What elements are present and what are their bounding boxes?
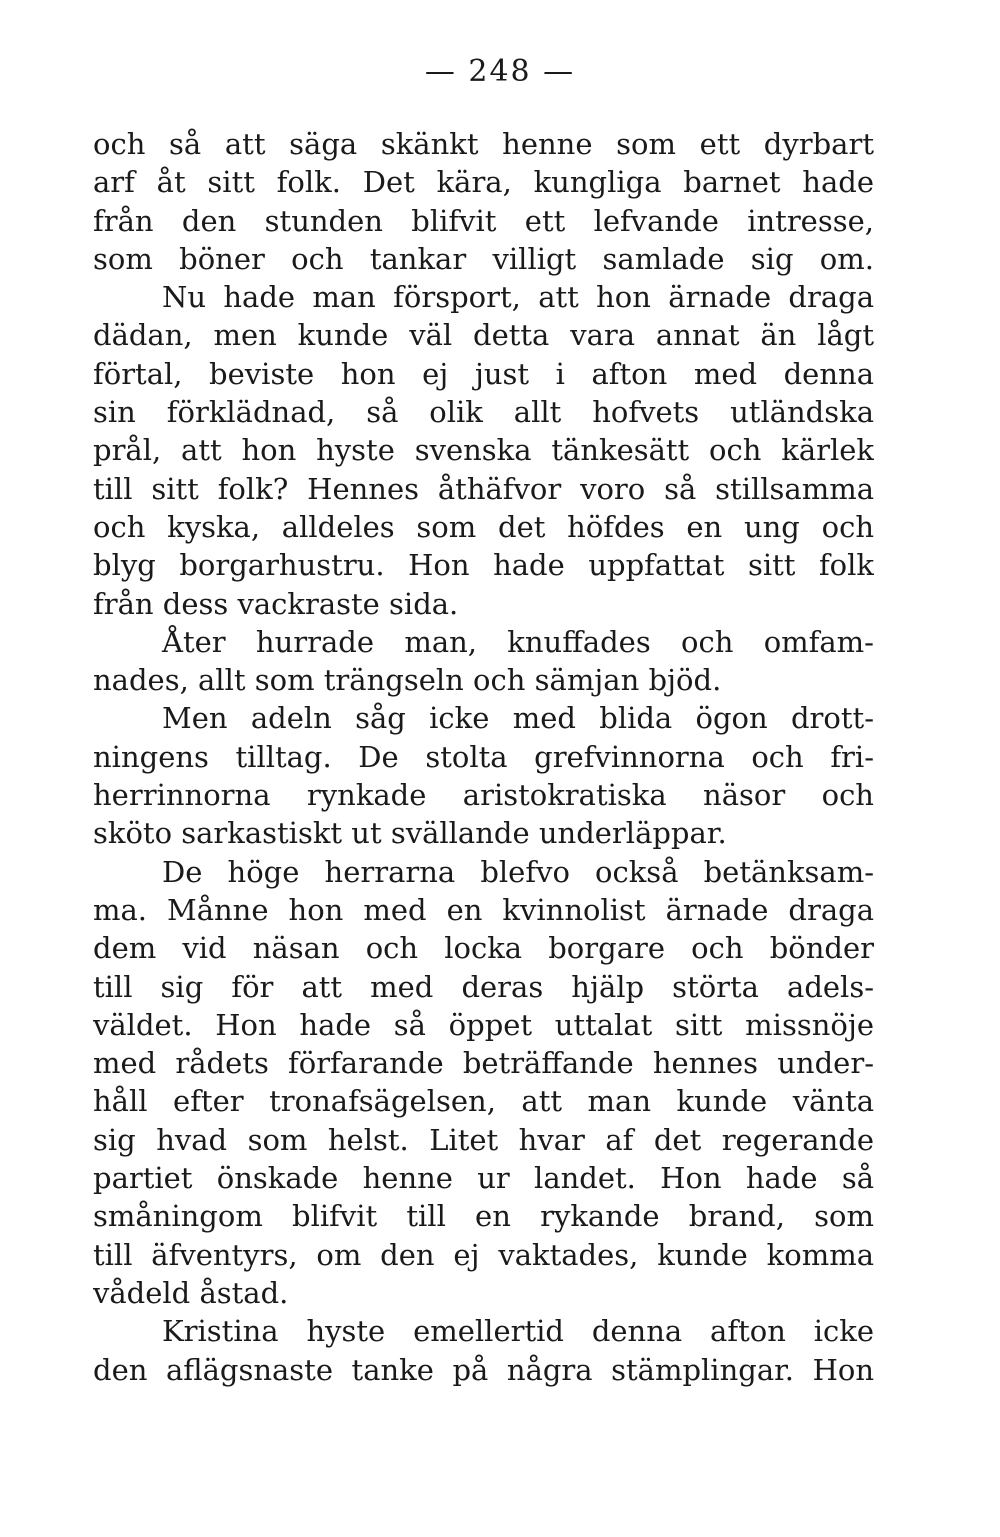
text-line: arf åt sitt folk. Det kära, kungliga barnet hade [93, 165, 874, 200]
text-line: småningom blifvit till en rykande brand, som [93, 1199, 874, 1234]
text-line: sin förklädnad, så olik allt hofvets utländska [93, 395, 874, 430]
text-line: Men adeln såg icke med blida ögon drott- [162, 701, 874, 736]
page-number: — 248 — [424, 54, 576, 89]
text-line: till sitt folk? Hennes åthäfvor voro så stillsamma [93, 471, 874, 506]
text-line: till sig för att med deras hjälp störta adels- [93, 969, 874, 1004]
text-line: sig hvad som helst. Litet hvar af det regerande [93, 1122, 874, 1157]
text-line: och kyska, alldeles som det höfdes en ung och [93, 509, 874, 544]
text-line: från den stunden blifvit ett lefvande intresse, [93, 203, 874, 238]
text-line: prål, att hon hyste svenska tänkesätt och kärlek [93, 433, 874, 468]
text-line: ma. Månne hon med en kvinnolist ärnade draga [93, 892, 874, 927]
text-line: vådeld åstad. [93, 1275, 289, 1310]
text-line: som böner och tankar villigt samlade sig om. [93, 241, 874, 276]
text-line: till äfventyrs, om den ej vaktades, kunde komma [93, 1237, 874, 1272]
text-line: Kristina hyste emellertid denna afton icke [162, 1314, 874, 1349]
text-line: De höge herrarna blefvo också betänksam- [162, 854, 874, 889]
text-line: och så att säga skänkt henne som ett dyrbart [93, 127, 874, 161]
text-line: väldet. Hon hade så öppet uttalat sitt missnöje [93, 1007, 874, 1042]
text-line: Åter hurrade man, knuffades och omfam- [162, 624, 874, 659]
text-line: från dess vackraste sida. [93, 586, 459, 621]
text-line: nades, allt som trängseln och sämjan bjöd. [93, 663, 722, 698]
text-line: förtal, beviste hon ej just i afton med denna [93, 356, 874, 391]
text-line: dem vid näsan och locka borgare och bönder [93, 931, 874, 966]
text-line: med rådets förfarande beträffande hennes under- [93, 1046, 874, 1081]
text-line: partiet önskade henne ur landet. Hon hade så [93, 1161, 874, 1196]
text-line: Nu hade man försport, att hon ärnade draga [162, 280, 874, 315]
text-line: sköto sarkastiskt ut svällande underläppar. [93, 816, 727, 851]
text-line: herrinnorna rynkade aristokratiska näsor och [93, 778, 874, 813]
body-text [93, 125, 874, 1389]
text-line: dädan, men kunde väl detta vara annat än lågt [93, 318, 874, 353]
text-line: den aflägsnaste tanke på några stämplingar. Hon [93, 1352, 874, 1387]
text-line: blyg borgarhustru. Hon hade uppfattat sitt folk [93, 548, 874, 583]
text-line: ningens tilltag. De stolta grefvinnorna och fri- [93, 739, 874, 774]
text-line: håll efter tronafsägelsen, att man kunde vänta [93, 1084, 874, 1119]
